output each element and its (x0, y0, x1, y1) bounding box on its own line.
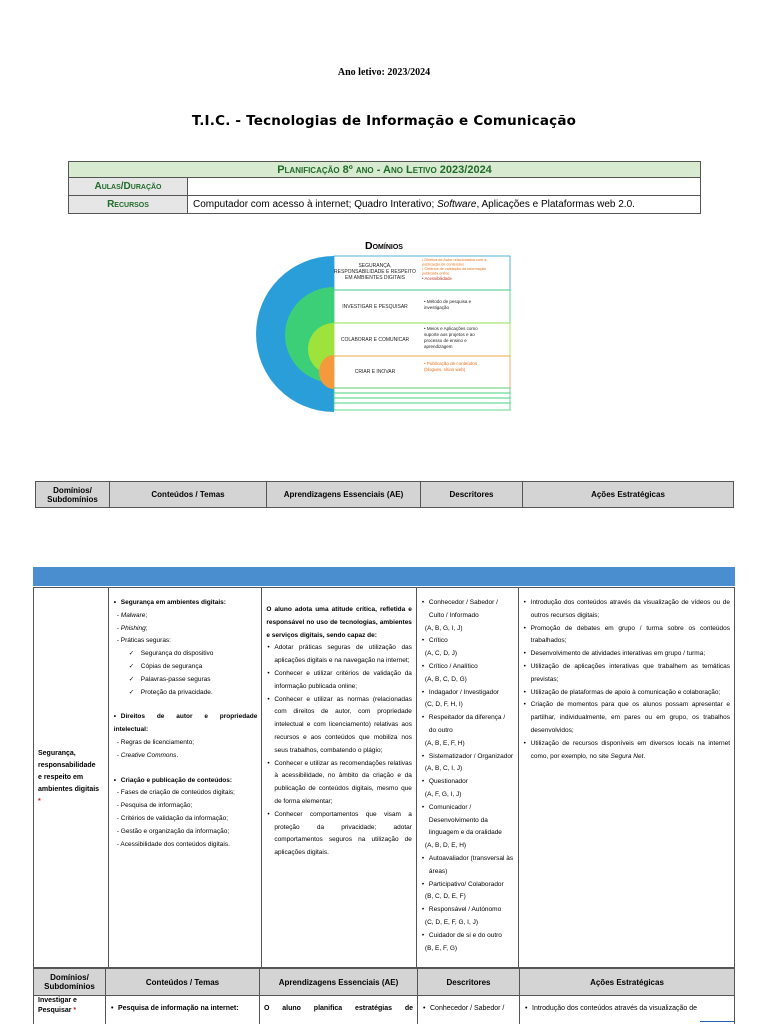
domain-4-name: CRIAR E INOVAR (354, 369, 396, 375)
dominios-title: Domínios (365, 240, 403, 252)
page-title: T.I.C. - Tecnologias de Informação e Comunicação (191, 113, 577, 129)
table-row (33, 996, 735, 1024)
svg-text:suporte aos projetos e ao: suporte aos projetos e ao (424, 332, 475, 337)
col-acoes-header: Ações Estratégicas (591, 490, 665, 499)
row1-aprendizagens: O aluno adota uma atitude crítica, refletida e responsável no uso de tecnologias, ambientes e serviços digitais, sendo capaz de: • Adotar práticas seguras de utilização das aplicações digitais e na navegação na internet; • Conhecer e utilizar critérios de validação da informação publicada online; • Conhecer e utilizar as normas (relacionadas com direitos de autor, com propriedade intelectual e com licenciamento) relativas aos recursos e aos conteúdos que mobiliza nos seus trabalhos, combatendo o plágio; • Conhecer e utilizar as recomendações relativas à acessibilidade, no âmbito da criação e da publicação de conteúdos digitais, mesmo que de forma elementar; • Conhecer comportamentos que visam a proteção da privacidade; adotar comportamentos seguros na utilização de aplicações digitais. (262, 588, 417, 967)
svg-text:• Método de pesquisa e: • Método de pesquisa e (424, 299, 472, 304)
svg-text:• Direitos de Autor relacionad: • Direitos de Autor relacionados com a (422, 258, 487, 262)
table-header-2 (33, 968, 735, 996)
row2-acoes: • Introdução dos conteúdos através da visualização de (520, 996, 734, 1024)
svg-text:processo de ensino e: processo de ensino e (424, 338, 467, 343)
row2-conteudos: • Pesquisa de informação na internet: (106, 996, 260, 1024)
domain-2-name: INVESTIGAR E PESQUISAR (342, 304, 408, 310)
col-acoes-header-2: Ações Estratégicas (590, 977, 664, 987)
aulas-label: Aulas/Duração (69, 178, 188, 196)
section-bar (33, 567, 735, 586)
col-ae-header: Aprendizagens Essenciais (AE) (267, 482, 421, 507)
school-year: Ano letivo: 2023/2024 (337, 67, 431, 78)
aulas-value (188, 178, 701, 196)
recursos-label: Recursos (69, 196, 188, 214)
svg-text:• Acessibilidade: • Acessibilidade (422, 276, 452, 281)
svg-text:publicação de conteúdos: publicação de conteúdos (422, 262, 465, 267)
table-header-1 (35, 481, 734, 508)
col-dominios-header: Domínios/ Subdomínios (36, 482, 110, 507)
domain-3-name: COLABORAR E COMUNICAR (340, 337, 410, 343)
domain-2-notes (424, 299, 472, 310)
recursos-value: Computador com acesso à internet; Quadro Interativo; Software, Aplicações e Plataformas web 2.0. (188, 196, 701, 214)
row1-conteudos: • Segurança em ambientes digitais: - Malware; - Phishing; - Práticas seguras: ✓ Segurança do dispositivo ✓ Cópias de segurança ✓ Palavras-passe seguras ✓ Proteção da privacidade. • Direitos de autor e propriedade intelectual: - Regras de licenciamento; - Creative Commons. • Criação e publicação de conteúdos: - Fases de criação de conteúdos digitais; - Pesquisa de informação; - Critérios de validação da informação; - Gestão e organização da informação; - Acessibilidade dos conteúdos digitais. (109, 588, 263, 967)
svg-text:publicada online: publicada online (422, 271, 450, 276)
svg-text:investigação: investigação (424, 305, 450, 310)
svg-text:aprendizagem: aprendizagem (424, 344, 453, 349)
row1-domain-star: * (38, 797, 41, 805)
col-conteudos-header-2: Conteúdos / Temas (106, 969, 260, 995)
row2-domain: Investigar e Pesquisar * (34, 996, 106, 1024)
col-descritores-header-2: Descritores (418, 969, 520, 995)
col-conteudos-header: Conteúdos / Temas (110, 482, 267, 507)
row1-acoes: • Introdução dos conteúdos através da visualização de vídeos ou de outros recursos digitais; • Promoção de debates em grupo / turma sobre os conteúdos trabalhados; • Desenvolvimento de atividades interativas em grupo / turma; • Utilização de aplicações interativas que trabalhem as temáticas previstas; • Utilização de plataformas de apoio à comunicação e colaboração; • Criação de momentos para que os alunos possam apresentar e partilhar, individualmente, em pares ou em grupo, os trabalhos desenvolvidos; • Utilização de recursos disponíveis em diversos locais na internet como, por exemplo, no site Segura Net. (519, 588, 734, 967)
row2-aprendizagens: O aluno planifica estratégias de (260, 996, 418, 1024)
domain-1-name: SEGURANÇA, RESPONSABILIDADE E RESPEITO EM AMBIENTES DIGITAIS (334, 263, 416, 281)
col-descritores-header: Descritores (421, 482, 523, 507)
col-ae-header-2: Aprendizagens Essenciais (AE) (260, 969, 418, 995)
table-row (33, 587, 735, 968)
row2-descritores: • Conhecedor / Sabedor / (418, 996, 520, 1024)
svg-text:• Meios e Aplicações como: • Meios e Aplicações como (424, 326, 478, 331)
plan-table (68, 161, 701, 214)
domain-1-notes (422, 258, 487, 281)
plan-heading: Planificação 8º ano - Ano Letivo 2023/2024 (69, 162, 701, 178)
svg-text:• Publicação de conteúdos: • Publicação de conteúdos (424, 361, 478, 366)
col-dominios-header-2: Domínios/ Subdomínios (34, 969, 106, 995)
domain-4-notes (424, 361, 478, 372)
svg-text:(blogues, sítios web): (blogues, sítios web) (424, 367, 466, 372)
svg-text:• Critérios de validação da in: • Critérios de validação da informação (422, 267, 487, 271)
divider (700, 1021, 734, 1022)
diagram-circles (256, 256, 334, 412)
dominios-diagram (254, 254, 514, 414)
domain-3-notes (424, 326, 478, 349)
row1-descritores: • Conhecedor / Sabedor / Culto / Informado (A, B, G, I, J) • Crítico (A, C, D, J) • Crítico / Analítico (A, B, C, D, G) • Indagador / Investigador (C, D, F, H, I) • Respeitador da diferença / do outro (A, B, E, F, H) • Sistematizador / Organizador (A, B, C, I, J) • Questionador (A, F, G, I, J) • Comunicador / Desenvolvimento da linguagem e da oralidade (A, B, D, E, H) • Autoavaliador (transversal às áreas) • Participativo/ Colaborador (B, C, D, E, F) • Responsável / Autónomo (C, D, E, F, G, I, J) • Cuidador de si e do outro (B, E, F, G) (417, 588, 519, 967)
row1-domain: Segurança, responsabilidade e respeito em ambientes digitais * (34, 588, 109, 967)
